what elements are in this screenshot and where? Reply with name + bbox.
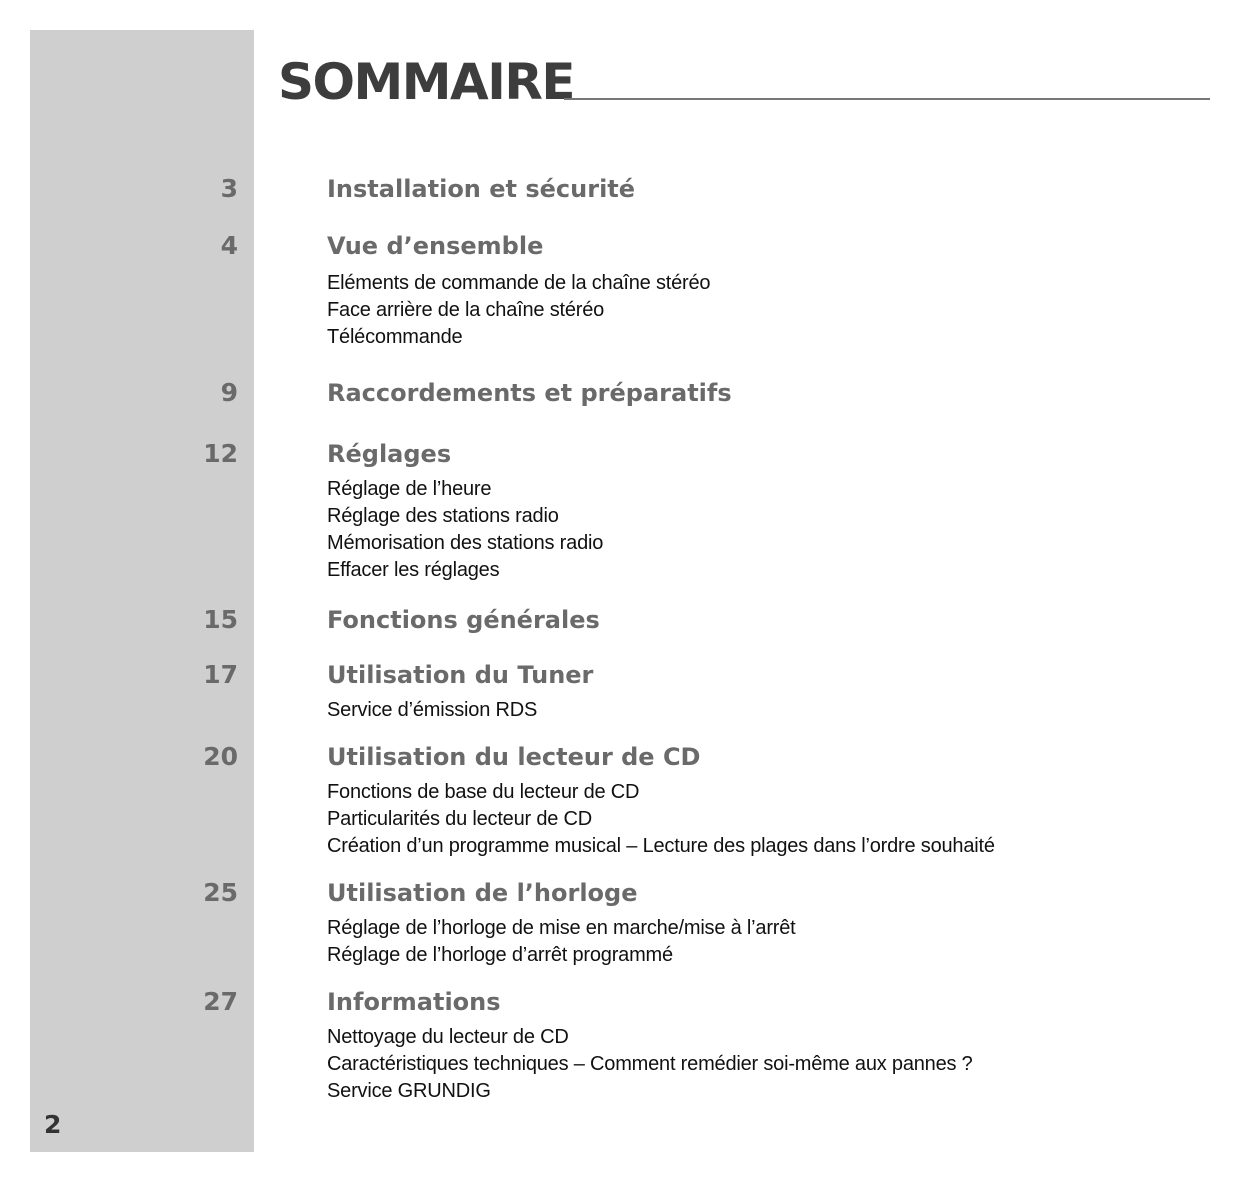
title-rule [564, 98, 1210, 100]
section-page-number: 9 [220, 378, 238, 407]
section-heading: Installation et sécurité [327, 175, 636, 203]
section-page-number: 25 [203, 878, 238, 907]
section-heading: Raccordements et préparatifs [327, 379, 732, 407]
sub-item[interactable]: Réglage de l’horloge de mise en marche/mise à l’arrêt [327, 917, 796, 939]
sub-item[interactable]: Réglage des stations radio [327, 505, 559, 527]
section-heading: Utilisation du Tuner [327, 661, 594, 689]
sub-item[interactable]: Nettoyage du lecteur de CD [327, 1026, 569, 1048]
sub-item[interactable]: Mémorisation des stations radio [327, 532, 604, 554]
sub-item[interactable]: Réglage de l’heure [327, 478, 492, 500]
section-page-number: 17 [203, 660, 238, 689]
section-heading: Réglages [327, 440, 452, 468]
section-heading: Vue d’ensemble [327, 232, 544, 260]
sub-item[interactable]: Fonctions de base du lecteur de CD [327, 781, 640, 803]
section-page-number: 20 [203, 742, 238, 771]
sub-list [327, 476, 603, 584]
sub-item[interactable]: Service d’émission RDS [327, 699, 538, 721]
sub-item[interactable]: Caractéristiques techniques – Comment remédier soi-même aux pannes ? [327, 1053, 973, 1075]
sub-item[interactable]: Création d’un programme musical – Lecture des plages dans l’ordre souhaité [327, 835, 995, 857]
page-number: 2 [44, 1110, 62, 1139]
section-heading: Fonctions générales [327, 606, 600, 634]
section-page-number: 3 [220, 174, 238, 203]
sub-item[interactable]: Eléments de commande de la chaîne stéréo [327, 272, 711, 294]
page-title: SOMMAIRE [278, 53, 574, 111]
section-page-number: 27 [203, 987, 238, 1016]
sub-item[interactable]: Effacer les réglages [327, 559, 500, 581]
section-heading: Utilisation du lecteur de CD [327, 743, 701, 771]
section-page-number: 12 [203, 439, 238, 468]
sub-item[interactable]: Face arrière de la chaîne stéréo [327, 299, 605, 321]
section-page-number: 15 [203, 605, 238, 634]
sub-list [327, 779, 995, 860]
section-heading: Informations [327, 988, 501, 1016]
section-page-number: 4 [220, 231, 238, 260]
sub-list [327, 270, 710, 351]
sub-list [327, 697, 537, 724]
sub-item[interactable]: Télécommande [327, 326, 463, 348]
sub-list [327, 915, 796, 969]
sub-item[interactable]: Service GRUNDIG [327, 1080, 491, 1102]
sub-item[interactable]: Réglage de l’horloge d’arrêt programmé [327, 944, 673, 966]
section-heading: Utilisation de l’horloge [327, 879, 638, 907]
sub-list [327, 1024, 973, 1105]
sub-item[interactable]: Particularités du lecteur de CD [327, 808, 593, 830]
